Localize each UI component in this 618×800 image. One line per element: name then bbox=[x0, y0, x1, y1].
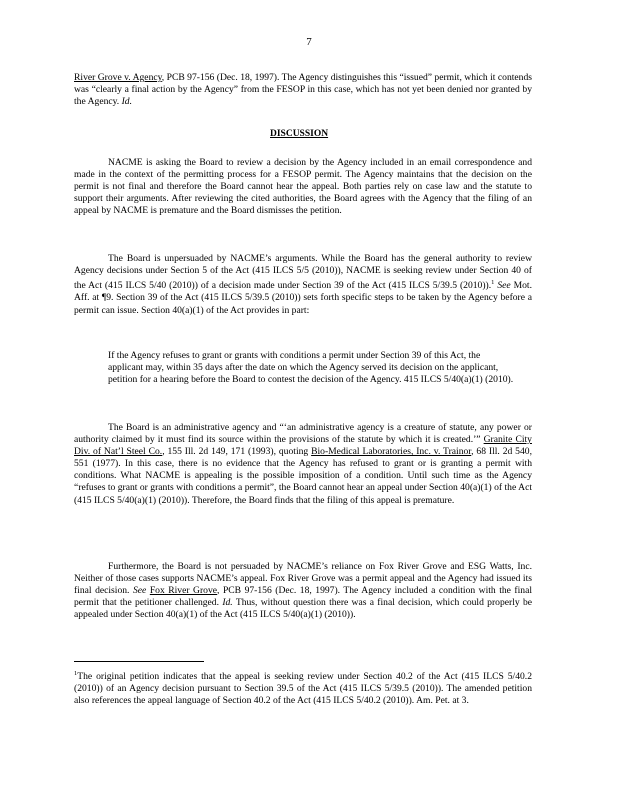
case-citation: Bio-Medical Laboratories, Inc. v. Trainor bbox=[311, 446, 472, 458]
paragraph-text: The Board is unpersuaded by NACME’s arguments. While the Board has the general authority to review Agency decisions under Section 5 of the Act (415 ILCS 5/5 (2010)), NACME is seeking review under Section 40 of the Act (415 ILCS 5/40 (2010)) of a decision made under Section 39 of the Act (415 ILCS 5/39.5 (2010)). bbox=[74, 253, 532, 292]
footnote-divider bbox=[74, 661, 204, 662]
paragraph-discussion-3 bbox=[74, 422, 532, 507]
page-number: 7 bbox=[306, 36, 312, 48]
case-citation: Fox River Grove bbox=[149, 585, 218, 597]
footnote-number: 1 bbox=[74, 669, 78, 677]
paragraph-text: Mot. Aff. at ¶9. Section 39 of the Act (415 ILCS 5/39.5 (2010)) sets forth specific steps to be taken by the Agency before a permit can issue. Section 40(a)(1) of the Act provides in part: bbox=[74, 280, 533, 316]
citation-see: See bbox=[497, 280, 511, 292]
block-quote: If the Agency refuses to grant or grants with conditions a permit under Section 39 of this Act, the applicant may, within 35 days after the date on which the Agency served its decision on the applicant, petition for a hearing before the Board to contest the decision of the Agency. 415 ILCS 5/40(a)(1) (2010). bbox=[108, 350, 514, 386]
paragraph-intro bbox=[74, 72, 532, 108]
paragraph-text: Furthermore, the Board is not persuaded by NACME’s reliance on Fox River Grove and ESG Watts, Inc. Neither of those cases supports NACME’s appeal. Fox River Grove was a permit appeal and the Agency had issued its final decision. bbox=[74, 561, 532, 597]
footnote-ref: 1 bbox=[491, 279, 495, 287]
paragraph-text: The Board is an administrative agency and “‘an administrative agency is a creature of statute, any power or authority claimed by it must find its source within the provisions of the statute by which it is created.’” bbox=[74, 422, 532, 446]
paragraph-text: , 68 Ill. 2d 540, 551 (1977). In this case, there is no evidence that the Agency has refused to grant or is granting a permit with conditions. What NACME is appealing is the possible imposition of a condition. Until such time as the Agency “refuses to grant or grants with conditions a permit”, the Board cannot hear an appeal under Section 40(a)(1) of the Act (415 ILCS 5/40(a)(1) (2010)). Therefore, the Board finds that the filing of this appeal is premature. bbox=[74, 446, 532, 506]
paragraph-discussion-4 bbox=[74, 561, 532, 621]
paragraph-text: Thus, without question there was a final decision, which could properly be appealed under Section 40(a)(1) of the Act (415 ILCS 5/40(a)(1) (2010)). bbox=[74, 597, 532, 621]
paragraph-discussion-1: NACME is asking the Board to review a decision by the Agency included in an email correspondence and made in the context of the permitting process for a FESOP permit. The Agency maintains that the decision on the permit is not final and therefore the Board cannot hear the appeal. Both parties rely on case law and the statute to support their arguments. After reviewing the cited authorities, the Board agrees with the Agency that the filing of an appeal by NACME is premature and the Board dismisses the petition. bbox=[74, 157, 532, 217]
citation-id: Id. bbox=[222, 597, 233, 609]
section-heading-text: DISCUSSION bbox=[270, 129, 329, 139]
paragraph-discussion-2 bbox=[74, 253, 532, 317]
paragraph-text: , 155 Ill. 2d 149, 171 (1993), quoting bbox=[162, 446, 309, 458]
case-citation: Granite City Div. of Nat’l Steel Co. bbox=[74, 434, 532, 458]
section-heading bbox=[270, 129, 328, 139]
citation-see: See bbox=[132, 585, 147, 597]
citation-id: Id. bbox=[121, 96, 132, 108]
footnote-text: The original petition indicates that the appeal is seeking review under Section 40.2 of the Act (415 ILCS 5/40.2 (2010)) of an Agency decision pursuant to Section 39.5 of the Act (415 ILCS 5/39.5 (2010)). The amended petition also references the appeal language of Section 40.2 of the Act (415 ILCS 5/40.2 (2010)). Am. Pet. at 3. bbox=[74, 671, 532, 707]
footnote bbox=[74, 671, 532, 707]
paragraph-text: , PCB 97-156 (Dec. 18, 1997). The Agency distinguishes this “issued” permit, which it contends was “clearly a final action by the Agency” from the FESOP in this case, which has not yet been denied nor granted by the Agency. bbox=[74, 72, 532, 108]
case-citation: River Grove v. Agency bbox=[74, 72, 162, 83]
paragraph-text: , PCB 97-156 (Dec. 18, 1997). The Agency included a condition with the final permit that the petitioner challenged. bbox=[74, 585, 533, 609]
